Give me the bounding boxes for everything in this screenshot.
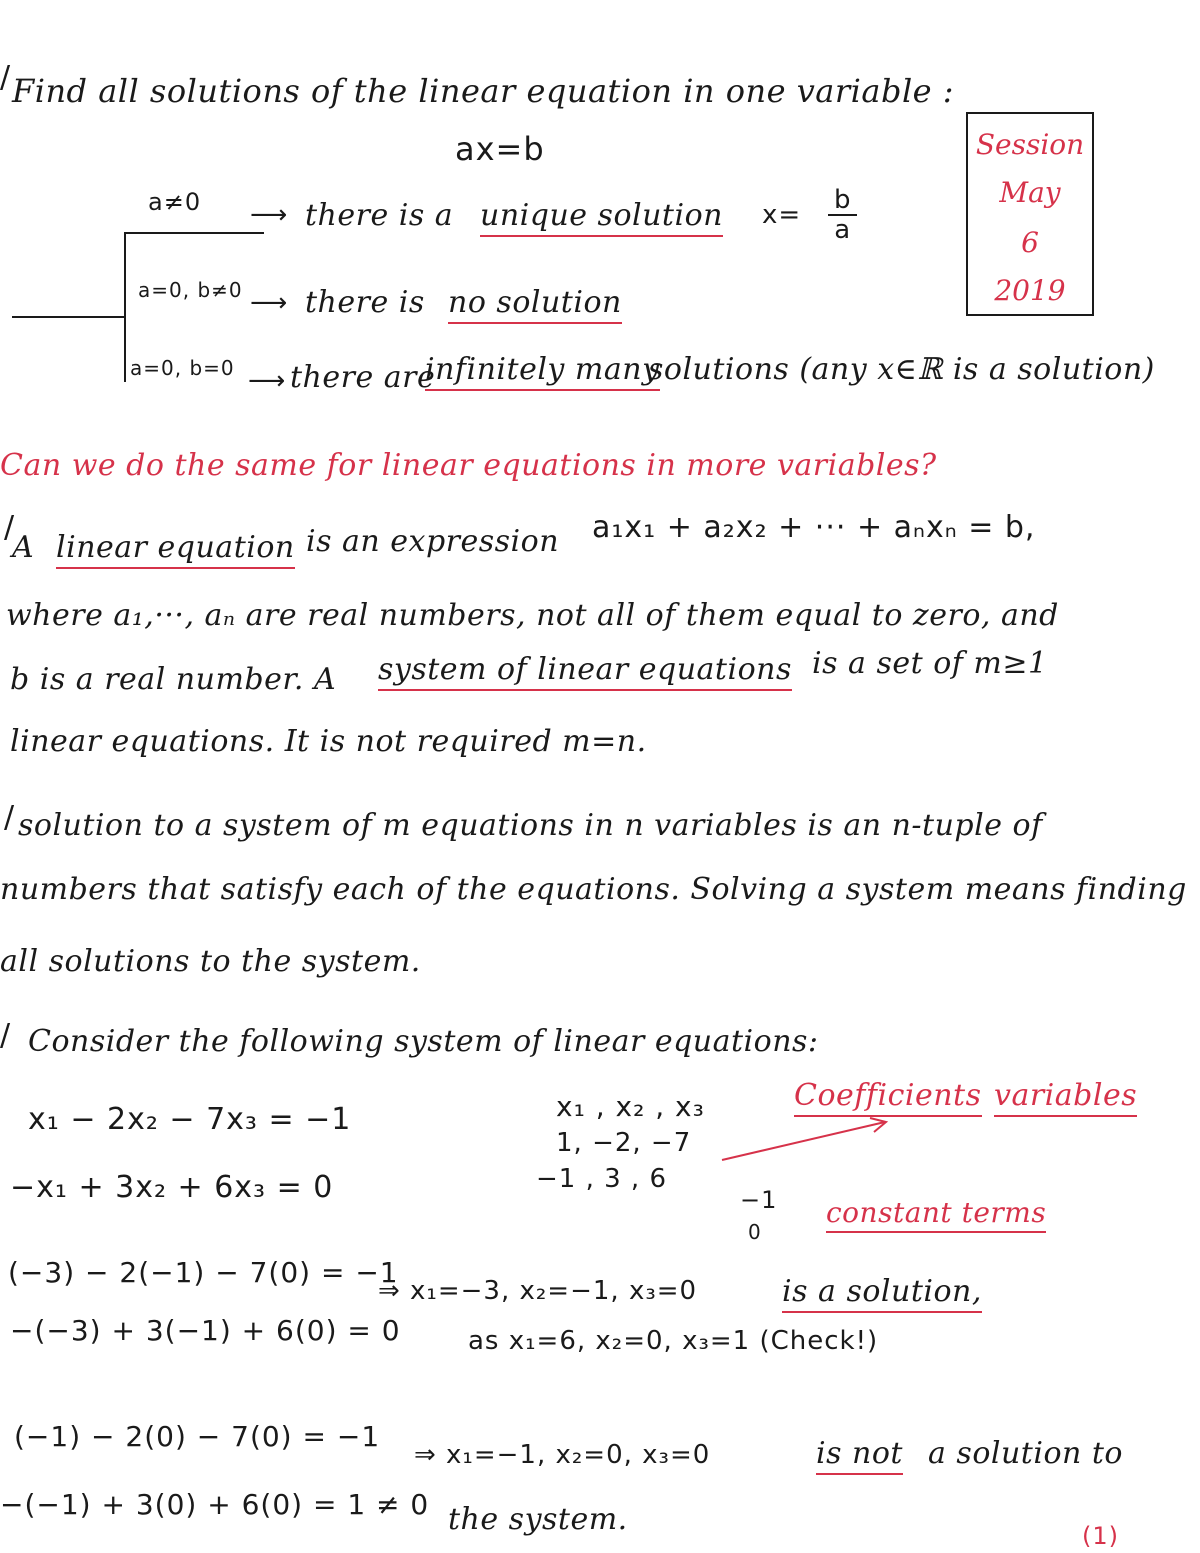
case2-condition: a=0, b≠0: [138, 278, 243, 302]
check2-result: ⇒ x₁=−1, x₂=0, x₃=0: [414, 1440, 711, 1470]
tree-stem: [12, 316, 126, 318]
red-arrow-icon: [700, 1110, 900, 1170]
page-number: (1): [1082, 1522, 1119, 1550]
session-label: Session: [975, 128, 1085, 161]
check2-rest: a solution to: [928, 1436, 1123, 1471]
label-variables: variables: [994, 1078, 1137, 1117]
def-term-linear-equation: linear equation: [56, 530, 295, 569]
check1-line2: as x₁=6, x₂=0, x₃=1 (Check!): [468, 1326, 879, 1356]
case1-text: there is a: [305, 198, 454, 233]
question: Can we do the same for linear equations in more variables?: [0, 448, 937, 483]
sol-line3: all solutions to the system.: [0, 944, 421, 979]
system-eq2: −x₁ + 3x₂ + 6x₃ = 0: [10, 1170, 334, 1205]
def-line4: linear equations. It is not required m=n.: [10, 724, 647, 759]
case2-text: there is: [305, 285, 425, 320]
def-line2: where a₁,···, aₙ are real numbers, not all of them equal to zero, and: [6, 598, 1059, 633]
system-eq1: x₁ − 2x₂ − 7x₃ = −1: [28, 1102, 352, 1137]
label-constant-terms: constant terms: [826, 1196, 1046, 1233]
case2-highlight: no solution: [448, 285, 622, 324]
def-line3-b: is a set of m≥1: [812, 646, 1048, 681]
session-month: May: [999, 176, 1061, 209]
margin-tick: /: [0, 60, 11, 95]
check1-highlight: is a solution,: [782, 1274, 982, 1313]
case1-condition: a≠0: [148, 188, 202, 216]
def-line1-math: a₁x₁ + a₂x₂ + ··· + aₙxₙ = b,: [592, 510, 1036, 545]
vars-header: x₁ , x₂ , x₃: [556, 1090, 705, 1123]
check2-line2: the system.: [448, 1502, 628, 1537]
session-year: 2019: [994, 274, 1066, 307]
margin-tick: /: [0, 1018, 11, 1053]
def-line1-b: is an expression: [306, 524, 560, 559]
tree-vertical: [124, 232, 126, 382]
check2-eq1: (−1) − 2(0) − 7(0) = −1: [14, 1420, 381, 1453]
check2-eq2: −(−1) + 3(0) + 6(0) = 1 ≠ 0: [0, 1488, 430, 1521]
case1-formula: x=: [762, 200, 802, 230]
fraction-numerator: b: [828, 186, 857, 216]
sol-line1: solution to a system of m equations in n variables is an n-tuple of: [18, 808, 1043, 843]
case3-rest: solutions (any x∈ℝ is a solution): [648, 352, 1155, 387]
check1-result: ⇒ x₁=−3, x₂=−1, x₃=0: [378, 1276, 698, 1306]
case3-text: there are: [290, 360, 436, 395]
case1-fraction: [828, 186, 857, 244]
check1-eq2: −(−3) + 3(−1) + 6(0) = 0: [10, 1314, 401, 1347]
label-coefficients: Coefficients: [794, 1078, 982, 1117]
def-line1-a: A: [12, 530, 35, 565]
session-box: [966, 112, 1094, 316]
margin-tick: /: [4, 510, 15, 545]
const1: −1: [740, 1186, 778, 1214]
coef-row2: −1 , 3 , 6: [536, 1164, 667, 1194]
def-term-system: system of linear equations: [378, 652, 792, 691]
arrow-icon: ⟶: [248, 366, 286, 396]
const2: 0: [748, 1220, 762, 1244]
coef-row1: 1, −2, −7: [556, 1128, 692, 1158]
arrow-icon: ⟶: [250, 288, 288, 318]
session-day: 6: [1021, 226, 1039, 259]
check2-highlight: is not: [816, 1436, 903, 1475]
sol-line2: numbers that satisfy each of the equations. Solving a system means finding: [0, 872, 1187, 907]
main-equation: ax=b: [455, 130, 545, 168]
def-line3-a: b is a real number. A: [10, 662, 337, 697]
case3-highlight: infinitely many: [425, 352, 660, 391]
fraction-denominator: a: [834, 215, 851, 245]
arrow-icon: ⟶: [250, 200, 288, 230]
case1-highlight: unique solution: [480, 198, 723, 237]
case3-condition: a=0, b=0: [130, 356, 235, 380]
tree-branch-1: [124, 232, 264, 234]
check1-eq1: (−3) − 2(−1) − 7(0) = −1: [8, 1256, 399, 1289]
heading: Find all solutions of the linear equation in one variable :: [12, 72, 955, 110]
margin-tick: /: [4, 800, 15, 835]
consider-line: Consider the following system of linear equations:: [28, 1024, 819, 1059]
